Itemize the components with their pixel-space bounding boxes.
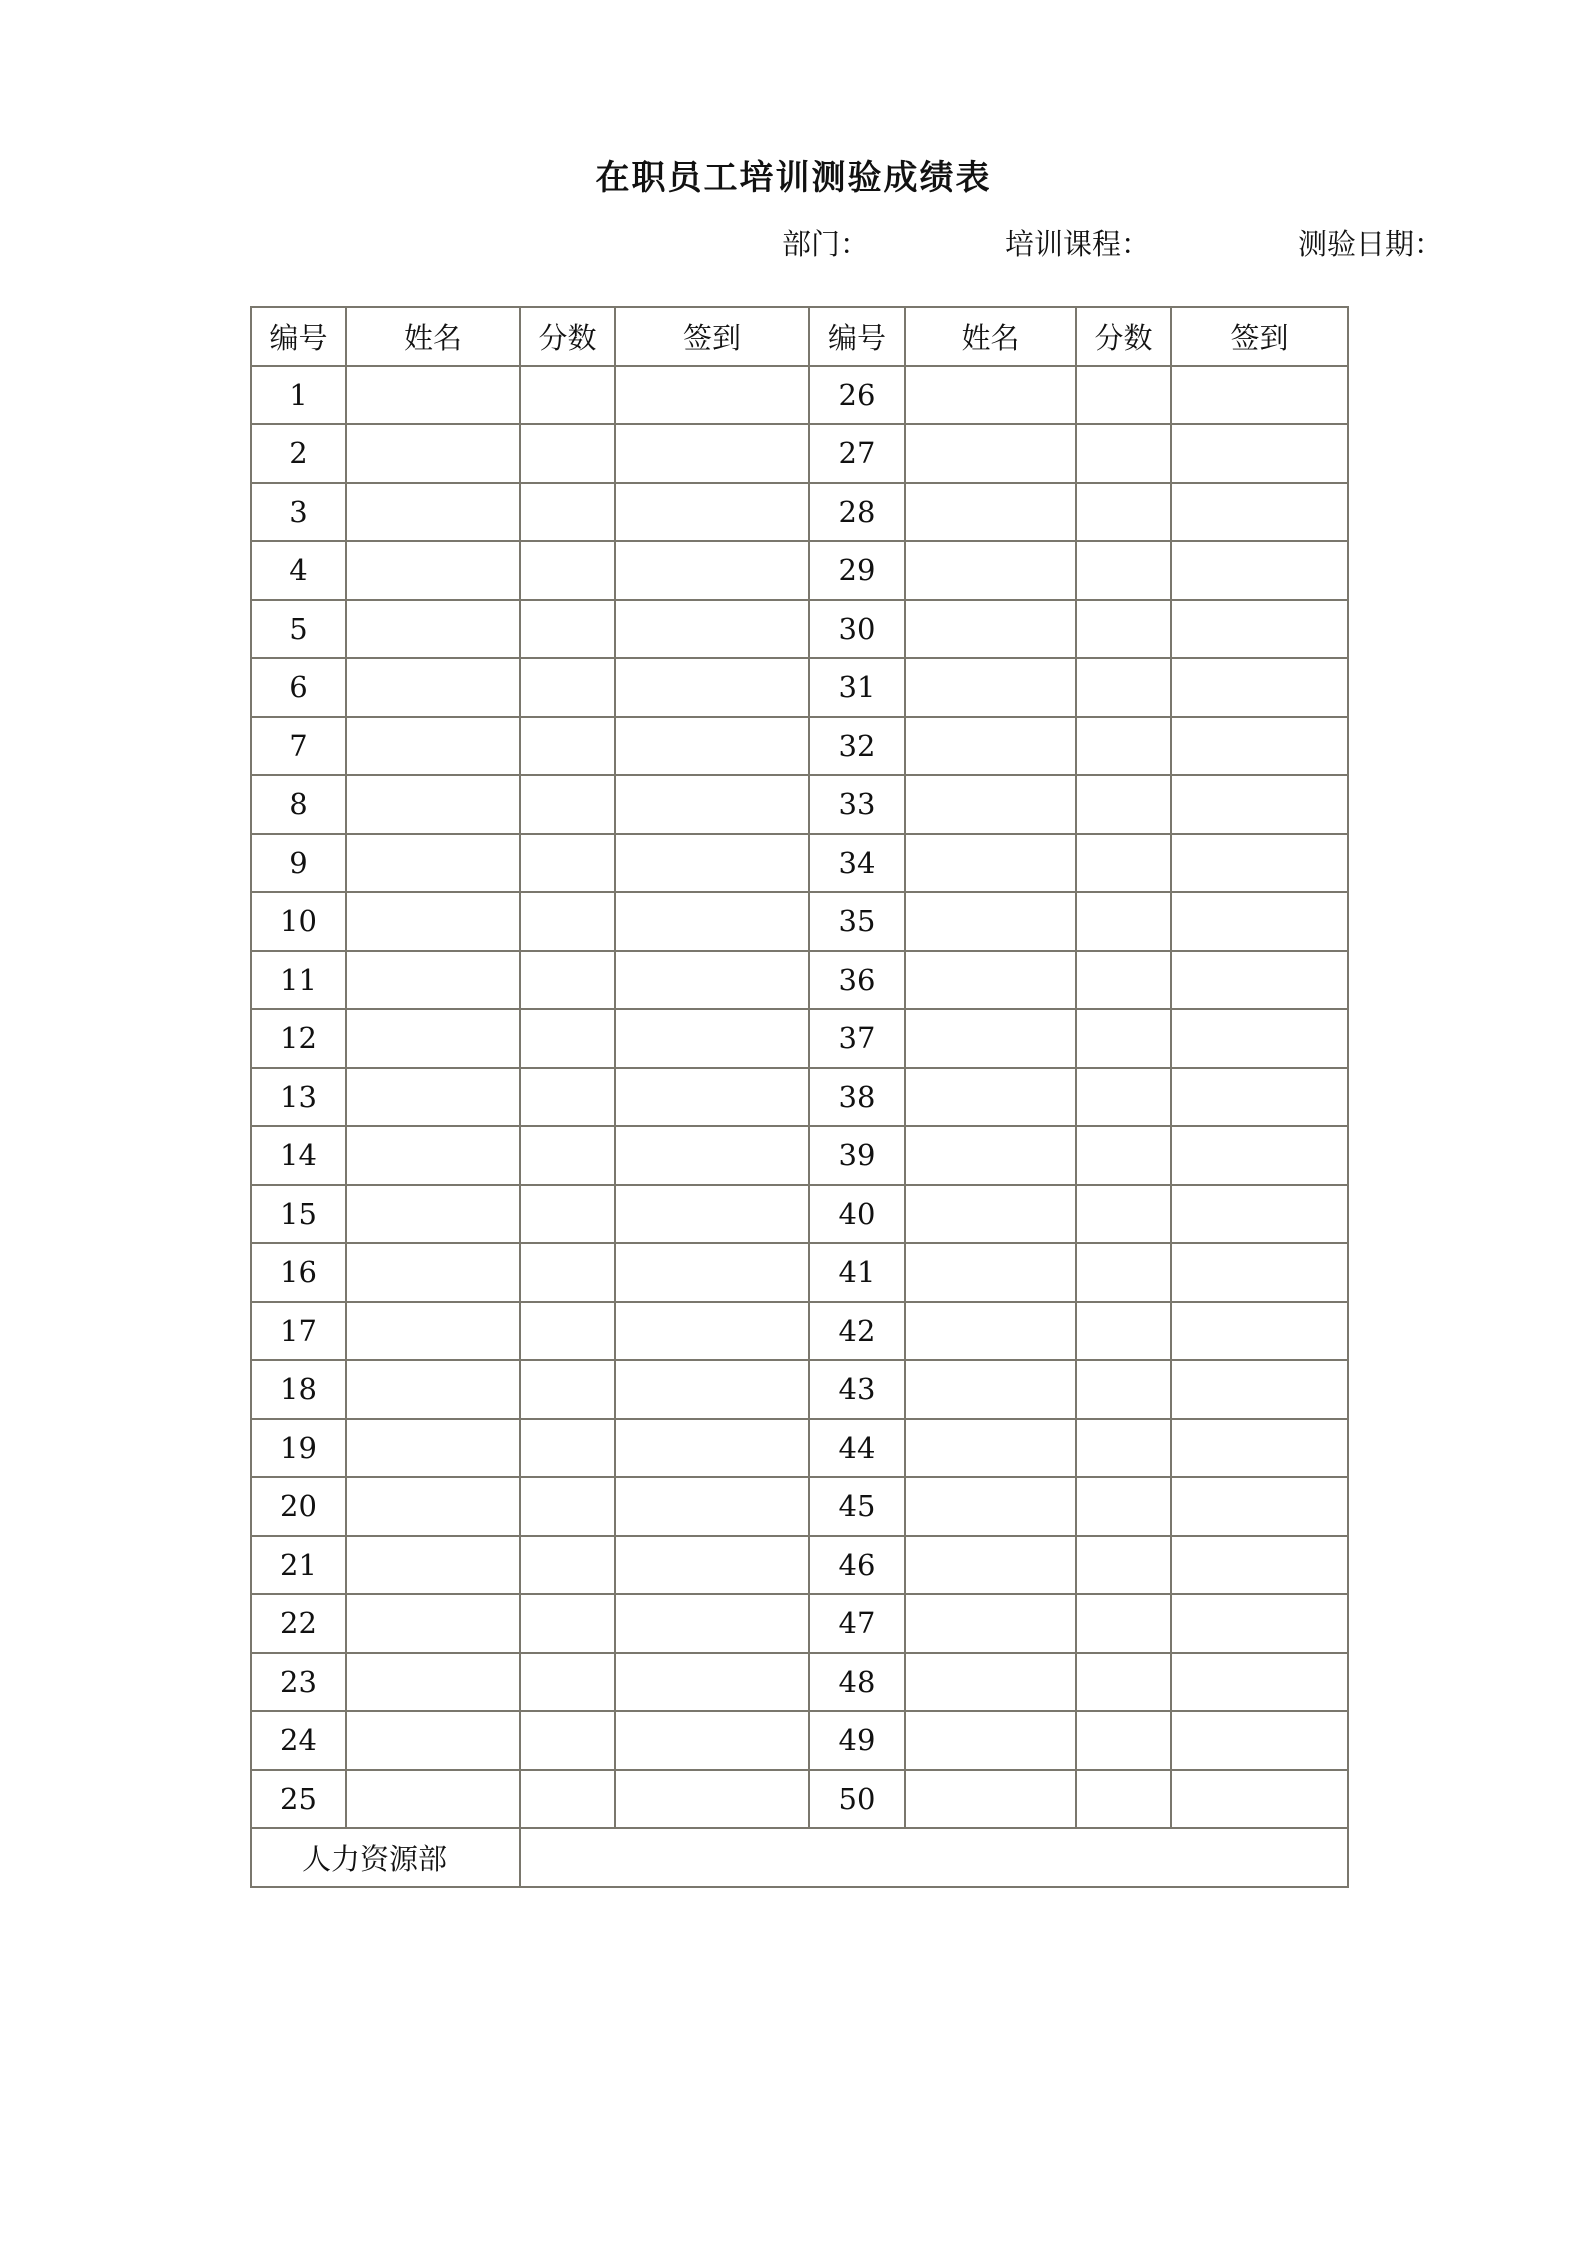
name-cell[interactable] <box>905 951 1076 1010</box>
name-cell[interactable] <box>346 1360 520 1419</box>
table-row <box>251 483 1348 542</box>
header-signin: 签到 <box>1171 307 1348 366</box>
row-number-cell: 34 <box>809 834 905 893</box>
signin-cell[interactable] <box>615 1243 809 1302</box>
signin-cell[interactable] <box>615 366 809 425</box>
header-score: 分数 <box>1076 307 1171 366</box>
table-row <box>251 1126 1348 1185</box>
signin-cell[interactable] <box>1171 424 1348 483</box>
score-cell[interactable] <box>1076 1243 1171 1302</box>
signin-cell[interactable] <box>615 834 809 893</box>
name-cell[interactable] <box>905 366 1076 425</box>
signin-cell[interactable] <box>1171 1770 1348 1829</box>
signin-cell[interactable] <box>1171 834 1348 893</box>
signin-cell[interactable] <box>615 1770 809 1829</box>
row-number-cell: 5 <box>251 600 346 659</box>
name-cell[interactable] <box>346 424 520 483</box>
signin-cell[interactable] <box>1171 1536 1348 1595</box>
score-cell[interactable] <box>520 541 615 600</box>
signin-cell[interactable] <box>615 658 809 717</box>
name-cell[interactable] <box>346 541 520 600</box>
name-cell[interactable] <box>905 1711 1076 1770</box>
signin-cell[interactable] <box>615 1302 809 1361</box>
table-row <box>251 1711 1348 1770</box>
table-row <box>251 951 1348 1010</box>
header-row <box>251 307 1348 366</box>
score-cell[interactable] <box>520 600 615 659</box>
row-number-cell: 47 <box>809 1594 905 1653</box>
signin-cell[interactable] <box>1171 1711 1348 1770</box>
document-title: 在职员工培训测验成绩表 <box>595 158 992 198</box>
row-number-cell: 6 <box>251 658 346 717</box>
table-row <box>251 1243 1348 1302</box>
row-number-cell: 41 <box>809 1243 905 1302</box>
score-cell[interactable] <box>520 366 615 425</box>
table-row <box>251 775 1348 834</box>
row-number-cell: 11 <box>251 951 346 1010</box>
signin-cell[interactable] <box>1171 1126 1348 1185</box>
name-cell[interactable] <box>905 1126 1076 1185</box>
table-row <box>251 1185 1348 1244</box>
signin-cell[interactable] <box>1171 717 1348 776</box>
score-cell[interactable] <box>1076 1302 1171 1361</box>
row-number-cell: 3 <box>251 483 346 542</box>
signin-cell[interactable] <box>1171 1653 1348 1712</box>
score-cell[interactable] <box>520 1477 615 1536</box>
name-cell[interactable] <box>346 1594 520 1653</box>
row-number-cell: 37 <box>809 1009 905 1068</box>
row-number-cell: 13 <box>251 1068 346 1127</box>
row-number-cell: 45 <box>809 1477 905 1536</box>
row-number-cell: 25 <box>251 1770 346 1829</box>
name-cell[interactable] <box>346 1711 520 1770</box>
name-cell[interactable] <box>346 658 520 717</box>
signin-cell[interactable] <box>615 1711 809 1770</box>
name-cell[interactable] <box>346 1536 520 1595</box>
row-number-cell: 14 <box>251 1126 346 1185</box>
score-cell[interactable] <box>520 424 615 483</box>
name-cell[interactable] <box>905 1653 1076 1712</box>
signin-cell[interactable] <box>615 1068 809 1127</box>
footer-row <box>251 1828 1348 1887</box>
name-cell[interactable] <box>905 892 1076 951</box>
name-cell[interactable] <box>346 775 520 834</box>
name-cell[interactable] <box>905 834 1076 893</box>
score-cell[interactable] <box>520 1594 615 1653</box>
table-row <box>251 1302 1348 1361</box>
signin-cell[interactable] <box>1171 1594 1348 1653</box>
score-cell[interactable] <box>1076 1126 1171 1185</box>
score-cell[interactable] <box>520 1653 615 1712</box>
signin-cell[interactable] <box>615 1009 809 1068</box>
table-row <box>251 366 1348 425</box>
row-number-cell: 9 <box>251 834 346 893</box>
score-cell[interactable] <box>1076 951 1171 1010</box>
signin-cell[interactable] <box>615 1126 809 1185</box>
score-cell[interactable] <box>1076 483 1171 542</box>
score-cell[interactable] <box>1076 1360 1171 1419</box>
name-cell[interactable] <box>905 1536 1076 1595</box>
name-cell[interactable] <box>346 600 520 659</box>
name-cell[interactable] <box>905 600 1076 659</box>
score-cell[interactable] <box>520 1185 615 1244</box>
score-cell[interactable] <box>520 1770 615 1829</box>
signin-cell[interactable] <box>1171 1009 1348 1068</box>
table-row <box>251 1419 1348 1478</box>
name-cell[interactable] <box>346 1653 520 1712</box>
score-cell[interactable] <box>1076 600 1171 659</box>
row-number-cell: 15 <box>251 1185 346 1244</box>
signin-cell[interactable] <box>1171 1419 1348 1478</box>
row-number-cell: 31 <box>809 658 905 717</box>
name-cell[interactable] <box>346 1770 520 1829</box>
score-cell[interactable] <box>520 1302 615 1361</box>
name-cell[interactable] <box>346 1243 520 1302</box>
signin-cell[interactable] <box>615 424 809 483</box>
signin-cell[interactable] <box>1171 1360 1348 1419</box>
score-cell[interactable] <box>1076 892 1171 951</box>
signin-cell[interactable] <box>1171 1302 1348 1361</box>
row-number-cell: 21 <box>251 1536 346 1595</box>
header-name: 姓名 <box>346 307 520 366</box>
signin-cell[interactable] <box>1171 775 1348 834</box>
signin-cell[interactable] <box>615 1594 809 1653</box>
row-number-cell: 33 <box>809 775 905 834</box>
signin-cell[interactable] <box>1171 951 1348 1010</box>
signin-cell[interactable] <box>1171 1185 1348 1244</box>
signin-cell[interactable] <box>1171 541 1348 600</box>
row-number-cell: 27 <box>809 424 905 483</box>
row-number-cell: 39 <box>809 1126 905 1185</box>
name-cell[interactable] <box>905 1594 1076 1653</box>
score-table <box>250 306 1349 1888</box>
score-cell[interactable] <box>1076 658 1171 717</box>
name-cell[interactable] <box>346 1009 520 1068</box>
row-number-cell: 46 <box>809 1536 905 1595</box>
score-cell[interactable] <box>520 834 615 893</box>
name-cell[interactable] <box>346 483 520 542</box>
score-cell[interactable] <box>1076 424 1171 483</box>
score-cell[interactable] <box>1076 717 1171 776</box>
row-number-cell: 36 <box>809 951 905 1010</box>
row-number-cell: 16 <box>251 1243 346 1302</box>
score-cell[interactable] <box>520 951 615 1010</box>
name-cell[interactable] <box>905 1477 1076 1536</box>
score-cell[interactable] <box>1076 1419 1171 1478</box>
row-number-cell: 8 <box>251 775 346 834</box>
row-number-cell: 17 <box>251 1302 346 1361</box>
table-row <box>251 1594 1348 1653</box>
table-row <box>251 1068 1348 1127</box>
table-row <box>251 658 1348 717</box>
name-cell[interactable] <box>346 834 520 893</box>
score-cell[interactable] <box>520 1419 615 1478</box>
name-cell[interactable] <box>905 1302 1076 1361</box>
score-cell[interactable] <box>520 1126 615 1185</box>
row-number-cell: 50 <box>809 1770 905 1829</box>
name-cell[interactable] <box>346 892 520 951</box>
row-number-cell: 28 <box>809 483 905 542</box>
row-number-cell: 12 <box>251 1009 346 1068</box>
signin-cell[interactable] <box>615 483 809 542</box>
row-number-cell: 48 <box>809 1653 905 1712</box>
row-number-cell: 19 <box>251 1419 346 1478</box>
header-signin: 签到 <box>615 307 809 366</box>
table-row <box>251 834 1348 893</box>
row-number-cell: 44 <box>809 1419 905 1478</box>
name-cell[interactable] <box>905 541 1076 600</box>
footer-value-cell[interactable] <box>520 1828 1348 1887</box>
table-row <box>251 892 1348 951</box>
table-row <box>251 1536 1348 1595</box>
signin-cell[interactable] <box>1171 1243 1348 1302</box>
row-number-cell: 38 <box>809 1068 905 1127</box>
name-cell[interactable] <box>346 366 520 425</box>
signin-cell[interactable] <box>615 1185 809 1244</box>
signin-cell[interactable] <box>615 1477 809 1536</box>
signin-cell[interactable] <box>1171 892 1348 951</box>
row-number-cell: 29 <box>809 541 905 600</box>
name-cell[interactable] <box>346 717 520 776</box>
table-row <box>251 1770 1348 1829</box>
signin-cell[interactable] <box>615 717 809 776</box>
name-cell[interactable] <box>905 424 1076 483</box>
signin-cell[interactable] <box>1171 1477 1348 1536</box>
row-number-cell: 40 <box>809 1185 905 1244</box>
name-cell[interactable] <box>905 1419 1076 1478</box>
row-number-cell: 7 <box>251 717 346 776</box>
score-cell[interactable] <box>1076 1009 1171 1068</box>
signin-cell[interactable] <box>1171 483 1348 542</box>
signin-cell[interactable] <box>615 600 809 659</box>
row-number-cell: 22 <box>251 1594 346 1653</box>
score-cell[interactable] <box>1076 834 1171 893</box>
score-cell[interactable] <box>1076 775 1171 834</box>
table-row <box>251 1360 1348 1419</box>
course-label: 培训课程： <box>1005 227 1151 261</box>
score-cell[interactable] <box>520 1711 615 1770</box>
signin-cell[interactable] <box>615 1360 809 1419</box>
score-cell[interactable] <box>520 658 615 717</box>
name-cell[interactable] <box>346 1185 520 1244</box>
table-row <box>251 424 1348 483</box>
name-cell[interactable] <box>905 1185 1076 1244</box>
name-cell[interactable] <box>346 1419 520 1478</box>
signin-cell[interactable] <box>615 541 809 600</box>
name-cell[interactable] <box>905 483 1076 542</box>
signin-cell[interactable] <box>615 775 809 834</box>
score-cell[interactable] <box>1076 1770 1171 1829</box>
name-cell[interactable] <box>905 1009 1076 1068</box>
score-cell[interactable] <box>520 1360 615 1419</box>
score-cell[interactable] <box>1076 1477 1171 1536</box>
score-cell[interactable] <box>520 775 615 834</box>
name-cell[interactable] <box>346 1477 520 1536</box>
signin-cell[interactable] <box>615 1419 809 1478</box>
department-label: 部门： <box>782 227 870 261</box>
score-cell[interactable] <box>520 1536 615 1595</box>
header-number: 编号 <box>809 307 905 366</box>
row-number-cell: 23 <box>251 1653 346 1712</box>
name-cell[interactable] <box>905 1770 1076 1829</box>
signin-cell[interactable] <box>1171 366 1348 425</box>
score-cell[interactable] <box>1076 1185 1171 1244</box>
row-number-cell: 42 <box>809 1302 905 1361</box>
footer-label: 人力资源部 <box>251 1828 520 1887</box>
name-cell[interactable] <box>905 717 1076 776</box>
score-cell[interactable] <box>1076 1594 1171 1653</box>
score-cell[interactable] <box>1076 366 1171 425</box>
score-cell[interactable] <box>520 892 615 951</box>
name-cell[interactable] <box>905 1068 1076 1127</box>
row-number-cell: 10 <box>251 892 346 951</box>
name-cell[interactable] <box>346 1068 520 1127</box>
table-row <box>251 600 1348 659</box>
score-cell[interactable] <box>1076 1711 1171 1770</box>
row-number-cell: 30 <box>809 600 905 659</box>
row-number-cell: 18 <box>251 1360 346 1419</box>
row-number-cell: 24 <box>251 1711 346 1770</box>
score-cell[interactable] <box>1076 1068 1171 1127</box>
score-cell[interactable] <box>520 1009 615 1068</box>
row-number-cell: 43 <box>809 1360 905 1419</box>
test-date-label: 测验日期： <box>1298 227 1444 261</box>
row-number-cell: 2 <box>251 424 346 483</box>
row-number-cell: 26 <box>809 366 905 425</box>
row-number-cell: 4 <box>251 541 346 600</box>
table-row <box>251 1653 1348 1712</box>
signin-cell[interactable] <box>615 892 809 951</box>
score-cell[interactable] <box>1076 541 1171 600</box>
table-row <box>251 717 1348 776</box>
score-cell[interactable] <box>1076 1536 1171 1595</box>
name-cell[interactable] <box>905 1243 1076 1302</box>
signin-cell[interactable] <box>1171 658 1348 717</box>
signin-cell[interactable] <box>615 951 809 1010</box>
score-cell[interactable] <box>520 1068 615 1127</box>
signin-cell[interactable] <box>1171 1068 1348 1127</box>
table-row <box>251 1477 1348 1536</box>
name-cell[interactable] <box>346 1302 520 1361</box>
table-row <box>251 1009 1348 1068</box>
row-number-cell: 1 <box>251 366 346 425</box>
header-name: 姓名 <box>905 307 1076 366</box>
score-cell[interactable] <box>520 483 615 542</box>
signin-cell[interactable] <box>615 1653 809 1712</box>
name-cell[interactable] <box>905 1360 1076 1419</box>
name-cell[interactable] <box>905 775 1076 834</box>
name-cell[interactable] <box>346 951 520 1010</box>
row-number-cell: 35 <box>809 892 905 951</box>
signin-cell[interactable] <box>615 1536 809 1595</box>
score-cell[interactable] <box>520 1243 615 1302</box>
header-number: 编号 <box>251 307 346 366</box>
header-score: 分数 <box>520 307 615 366</box>
name-cell[interactable] <box>346 1126 520 1185</box>
row-number-cell: 32 <box>809 717 905 776</box>
score-cell[interactable] <box>520 717 615 776</box>
table-row <box>251 541 1348 600</box>
name-cell[interactable] <box>905 658 1076 717</box>
row-number-cell: 20 <box>251 1477 346 1536</box>
row-number-cell: 49 <box>809 1711 905 1770</box>
signin-cell[interactable] <box>1171 600 1348 659</box>
score-cell[interactable] <box>1076 1653 1171 1712</box>
